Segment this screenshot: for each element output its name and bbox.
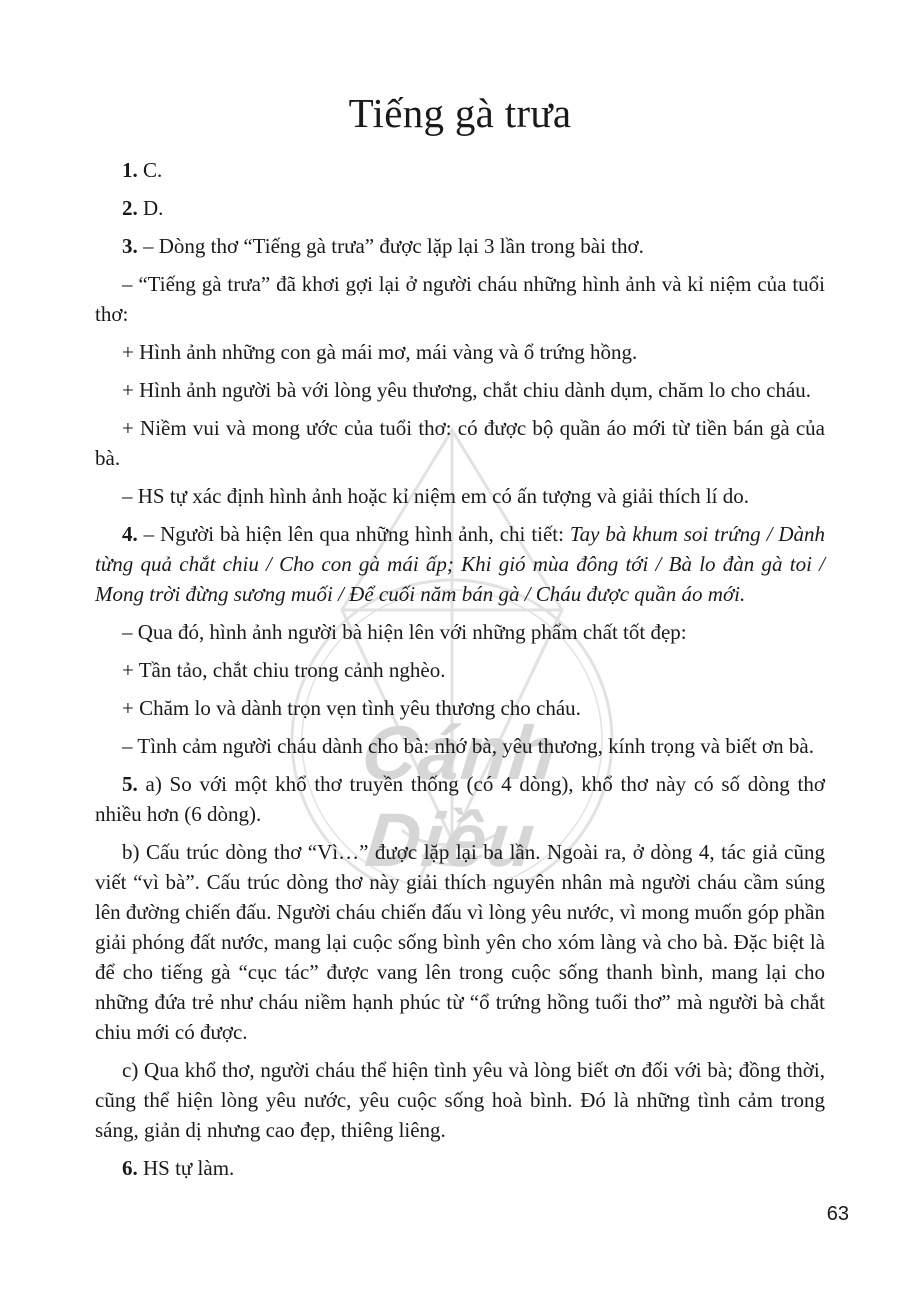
answer-4-line <box>95 731 825 761</box>
answer-text: + Hình ảnh những con gà mái mơ, mái vàng và ổ trứng hồng. <box>122 340 638 364</box>
answer-text: – Tình cảm người cháu dành cho bà: nhớ bà, yêu thương, kính trọng và biết ơn bà. <box>122 734 814 758</box>
answer-text: b) Cấu trúc dòng thơ “Vì…” được lặp lại ba lần. Ngoài ra, ở dòng 4, tác giả cũng viết “vì bà”. Cấu trúc dòng thơ này giải thích nguyên nhân mà người cháu cầm súng lên đường chiến đấu. Người cháu chiến đấu vì lòng yêu nước, vì mong muốn góp phần giải phóng đất nước, mang lại cuộc sống bình yên cho xóm làng và cho bà. Đặc biệt là để cho tiếng gà “cục tác” được vang lên trong cuộc sống thanh bình, mang lại cho những đứa trẻ như cháu niềm hạnh phúc từ “ổ trứng hồng tuổi thơ” mà người bà chắt chiu mới có được. <box>95 840 825 1044</box>
answer-text: HS tự làm. <box>137 1156 235 1180</box>
answer-3 <box>95 231 825 261</box>
answer-3-line <box>95 375 825 405</box>
answer-number: 1. <box>122 158 138 182</box>
answer-4-line <box>95 617 825 647</box>
answer-text: – Người bà hiện lên qua những hình ảnh, chi tiết: <box>137 522 570 546</box>
answer-3-line <box>95 481 825 511</box>
watermark-text: Cánh Diều <box>358 711 562 883</box>
answer-text: – Dòng thơ “Tiếng gà trưa” được lặp lại 3 lần trong bài thơ. <box>137 234 644 258</box>
answer-5-line <box>95 837 825 1047</box>
answer-3-line <box>95 269 825 329</box>
answer-text: + Tần tảo, chắt chiu trong cảnh nghèo. <box>122 658 446 682</box>
answer-3-line <box>95 413 825 473</box>
answer-text: + Hình ảnh người bà với lòng yêu thương, chắt chiu dành dụm, chăm lo cho cháu. <box>122 378 812 402</box>
answer-text: – Qua đó, hình ảnh người bà hiện lên với những phẩm chất tốt đẹp: <box>122 620 687 644</box>
answer-number: 4. <box>122 522 138 546</box>
answer-4-line <box>95 655 825 685</box>
answer-text: + Chăm lo và dành trọn vẹn tình yêu thương cho cháu. <box>122 696 581 720</box>
answer-6 <box>95 1153 825 1183</box>
answer-2 <box>95 193 825 223</box>
answer-text: a) So với một khổ thơ truyền thống (có 4 dòng), khổ thơ này có số dòng thơ nhiều hơn (6 dòng). <box>95 772 825 826</box>
answer-3-line <box>95 337 825 367</box>
answer-4 <box>95 519 825 609</box>
answer-4-line <box>95 693 825 723</box>
page-number: 63 <box>826 1203 849 1225</box>
page-title: Tiếng gà trưa <box>348 90 572 136</box>
answer-text: D. <box>137 196 164 220</box>
answer-number: 5. <box>122 772 138 796</box>
answer-5-line <box>95 1055 825 1145</box>
answer-text: C. <box>137 158 163 182</box>
answer-text: – HS tự xác định hình ảnh hoặc kỉ niệm em có ấn tượng và giải thích lí do. <box>122 484 749 508</box>
answer-text: – “Tiếng gà trưa” đã khơi gợi lại ở người cháu những hình ảnh và kỉ niệm của tuổi thơ: <box>95 272 825 326</box>
answer-5 <box>95 769 825 829</box>
answer-number: 3. <box>122 234 138 258</box>
page-content <box>95 85 825 1191</box>
answer-text: + Niềm vui và mong ước của tuổi thơ: có được bộ quần áo mới từ tiền bán gà của bà. <box>95 416 825 470</box>
poem-quote: Tay bà khum soi trứng / Dành từng quả chắt chiu / Cho con gà mái ấp; Khi gió mùa đông tới / Bà lo đàn gà toi / Mong trời đừng sương muối / Để cuối năm bán gà / Cháu được quần áo mới. <box>95 522 825 606</box>
answer-text: c) Qua khổ thơ, người cháu thể hiện tình yêu và lòng biết ơn đối với bà; đồng thời, cũng thể hiện lòng yêu nước, yêu cuộc sống hoà bình. Đó là những tình cảm trong sáng, giản dị nhưng cao đẹp, thiêng liêng. <box>95 1058 825 1142</box>
answer-number: 2. <box>122 196 138 220</box>
answer-number: 6. <box>122 1156 138 1180</box>
answer-1 <box>95 155 825 185</box>
